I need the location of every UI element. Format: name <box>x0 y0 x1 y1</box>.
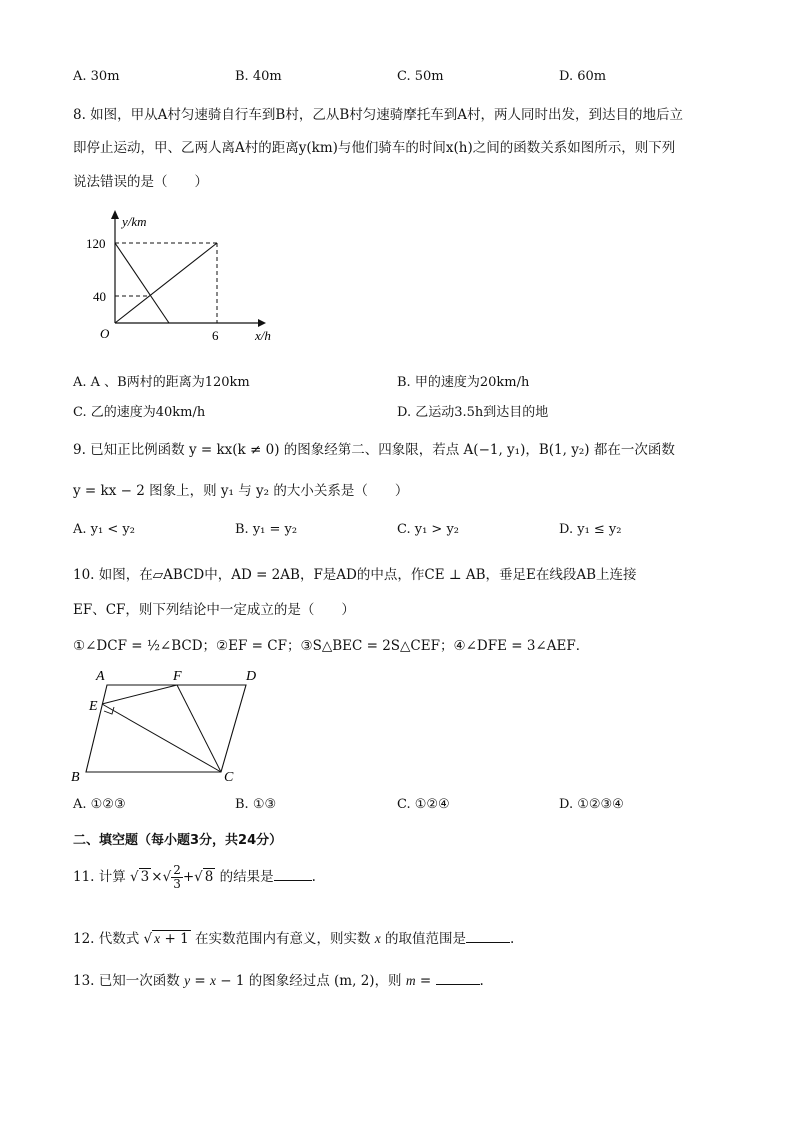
q10-option-d: D. ①②③④ <box>559 797 624 812</box>
q10-option-a: A. ①②③ <box>73 797 126 812</box>
label-b: B <box>71 770 80 785</box>
q12-middle: 在实数范围内有意义，则实数 <box>194 931 371 947</box>
q10-conclusions: ①∠DCF = ½∠BCD；②EF = CF；③S△BEC = 2S△CEF；④∠DFE = 3∠AEF． <box>73 638 590 654</box>
x-axis-arrow <box>258 319 266 327</box>
q8-option-a: A. A 、B两村的距离为120km <box>73 375 250 390</box>
q10-option-b: B. ①③ <box>235 797 277 812</box>
q7-option-a: A. 30m <box>73 69 120 84</box>
line-jia <box>115 243 217 323</box>
segment-ce <box>102 704 221 772</box>
q13-answer-blank <box>436 972 480 985</box>
q7-option-b: B. 40m <box>235 69 282 84</box>
q10-line-1: 10. 如图，在▱ABCD中，AD = 2AB，F是AD的中点，作CE ⊥ AB，垂足E在线段AB上连接 <box>73 567 637 583</box>
q13-prefix: 13. 已知一次函数 <box>73 973 180 989</box>
origin-label: O <box>100 326 110 341</box>
q8-option-d: D. 乙运动3.5h到达目的地 <box>397 405 549 420</box>
y-tick-40: 40 <box>93 289 106 304</box>
y-axis-label: y/km <box>122 214 147 229</box>
q12-prefix: 12. 代数式 <box>73 931 140 947</box>
label-c: C <box>224 770 234 785</box>
q13-suffix: ，则 <box>374 973 402 989</box>
label-d: D <box>246 669 257 684</box>
y-tick-120: 120 <box>86 236 106 251</box>
parallelogram-abcd <box>86 685 246 772</box>
q7-option-c: C. 50m <box>397 69 444 84</box>
q12-answer-blank <box>466 930 510 943</box>
q13: 13. 已知一次函数 y = x − 1 的图象经过点 (m, 2)，则 m = . <box>73 973 484 989</box>
label-a: A <box>96 669 105 684</box>
q8-line-3: 说法错误的是（ ） <box>73 174 208 190</box>
section-heading: 二、填空题（每小题3分，共24分） <box>73 833 283 848</box>
q13-middle: 的图象经过点 <box>248 973 330 989</box>
q11: 11. 计算 √ 3 ×√ $\frac{2}{3}$ +√ 8 的结果是 . <box>73 863 316 891</box>
q10-option-c: C. ①②④ <box>397 797 450 812</box>
q8-line-1: 8. 如图，甲从A村匀速骑自行车到B村，乙从B村匀速骑摩托车到A村，两人同时出发，到达目的地后立 <box>73 107 684 123</box>
q11-prefix: 11. 计算 <box>73 869 126 885</box>
q11-suffix: 的结果是 <box>219 869 274 885</box>
q9-line-1: 9. 已知正比例函数 y = kx(k ≠ 0) 的图象经第二、四象限，若点 A(−1, y₁)，B(1, y₂) 都在一次函数 <box>73 442 675 458</box>
q7-option-d: D. 60m <box>559 69 607 84</box>
q8-option-b: B. 甲的速度为20km/h <box>397 375 530 390</box>
q10-line-2: EF、CF，则下列结论中一定成立的是（ ） <box>73 602 355 618</box>
line-yi <box>115 243 169 323</box>
q11-answer-blank <box>274 868 312 881</box>
q10-figure <box>66 664 286 790</box>
q9-option-a: A. y₁ < y₂ <box>73 522 135 537</box>
q9-option-c: C. y₁ > y₂ <box>397 522 460 537</box>
y-axis-arrow <box>111 210 119 219</box>
q9-line-2: y = kx − 2 图象上，则 y₁ 与 y₂ 的大小关系是（ ） <box>73 483 409 499</box>
x-tick-6: 6 <box>212 328 219 343</box>
q8-graph <box>80 205 280 355</box>
q12-suffix: 的取值范围是 <box>385 931 467 947</box>
label-e: E <box>89 699 98 714</box>
q12: 12. 代数式 √ x + 1 在实数范围内有意义，则实数 x 的取值范围是 . <box>73 931 515 947</box>
q8-option-c: C. 乙的速度为40km/h <box>73 405 206 420</box>
q8-line-2: 即停止运动，甲、乙两人离A村的距离y(km)与他们骑车的时间x(h)之间的函数关系如图所示，则下列 <box>73 140 676 156</box>
segment-ef <box>102 685 177 704</box>
q9-option-b: B. y₁ = y₂ <box>235 522 298 537</box>
label-f: F <box>173 669 182 684</box>
q9-option-d: D. y₁ ≤ y₂ <box>559 522 622 537</box>
x-axis-label: x/h <box>255 328 271 343</box>
